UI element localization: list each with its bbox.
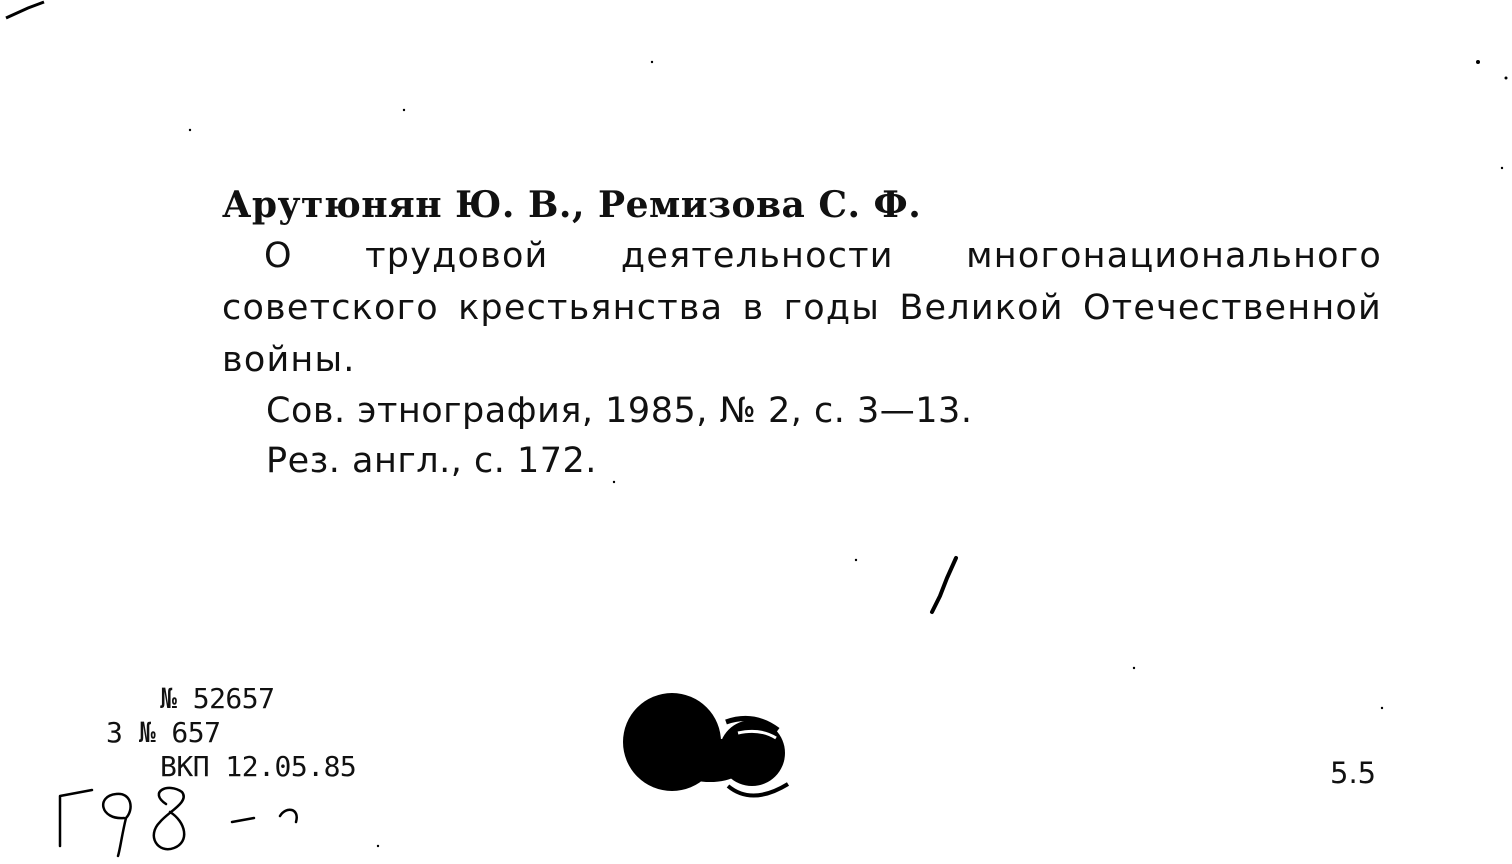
entry-source: Сов. этнография, 1985, № 2, с. 3—13. [266,391,973,431]
order-number: 3 № 657 [106,716,221,749]
handwritten-shelf-code [60,788,297,856]
ink-stamp-blob [623,693,788,796]
corner-scratch [6,2,44,18]
pen-mark [932,558,956,612]
entry-title: О трудовой деятельности многонационального советского крестьянства в годы Великой Отечественной войны. [222,236,1382,380]
agency-date: ВКП 12.05.85 [160,750,357,783]
price-code: 5.5 [1330,756,1377,790]
registration-number: № 52657 [160,682,275,715]
entry-authors: Арутюнян Ю. В., Ремизова С. Ф. [222,184,922,226]
bibliographic-entry [222,180,1382,486]
entry-summary: Рез. англ., с. 172. [266,441,597,481]
